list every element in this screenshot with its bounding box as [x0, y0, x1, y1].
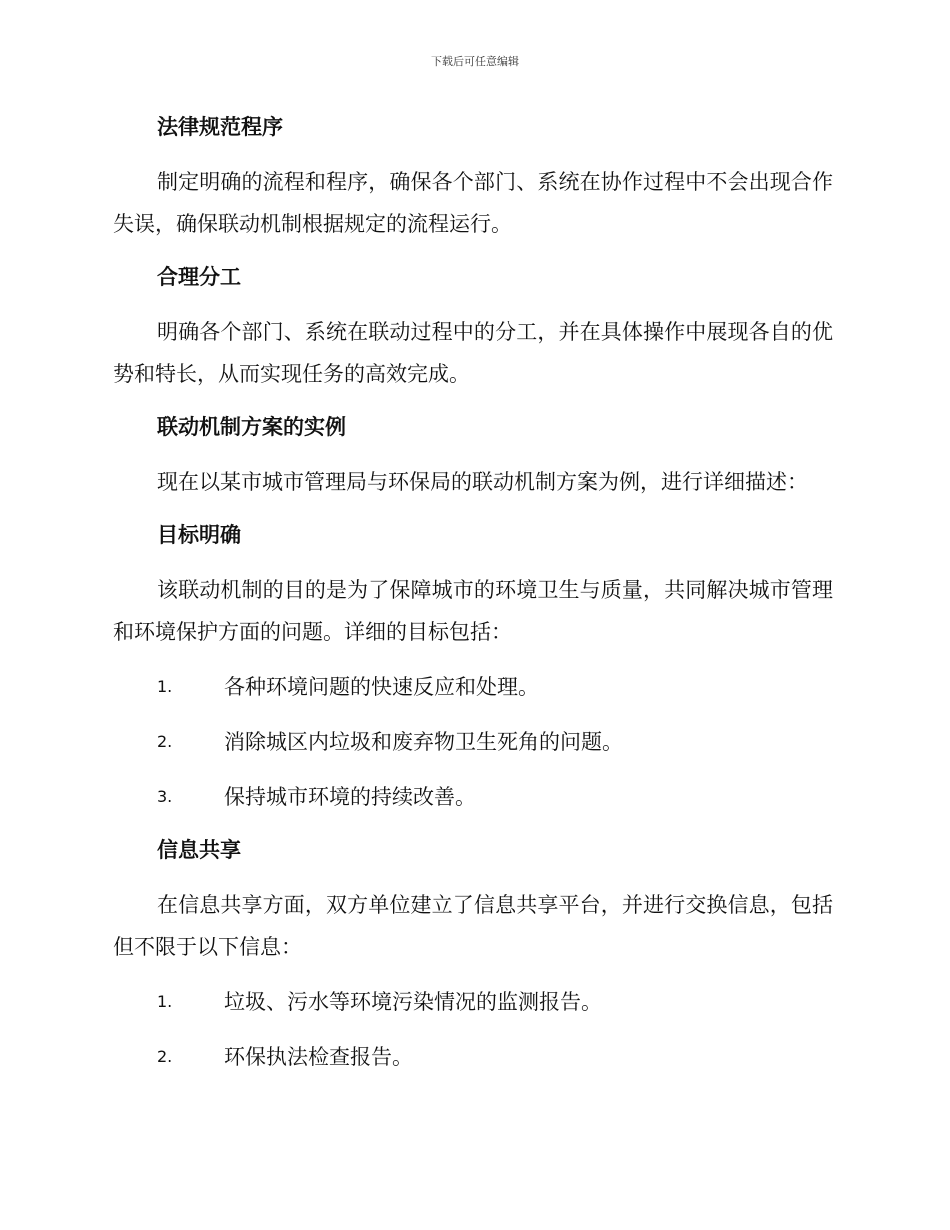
- list-text: 环保执法检查报告。: [224, 1045, 413, 1069]
- document-body: [113, 107, 833, 1078]
- list-text: 垃圾、污水等环境污染情况的监测报告。: [224, 990, 602, 1014]
- section-heading-division-of-labor: 合理分工: [157, 265, 241, 289]
- page-header: 下载后可任意编辑: [431, 55, 519, 68]
- list-number: 3.: [157, 787, 173, 806]
- section-paragraph: 该联动机制的目的是为了保障城市的环境卫生与质量，共同解决城市管理和环境保护方面的问题。详细的目标包括：: [113, 578, 833, 644]
- list-text: 各种环境问题的快速反应和处理。: [224, 675, 539, 699]
- section-paragraph: 明确各个部门、系统在联动过程中的分工，并在具体操作中展现各自的优势和特长，从而实现任务的高效完成。: [113, 320, 833, 386]
- section-paragraph: 现在以某市城市管理局与环保局的联动机制方案为例，进行详细描述：: [157, 470, 808, 494]
- section-paragraph: 在信息共享方面，双方单位建立了信息共享平台，并进行交换信息，包括但不限于以下信息：: [113, 893, 833, 959]
- section-heading-legal-procedures: 法律规范程序: [157, 115, 283, 139]
- list-number: 2.: [157, 732, 173, 751]
- list-text: 保持城市环境的持续改善。: [224, 785, 476, 809]
- list-text: 消除城区内垃圾和废弃物卫生死角的问题。: [224, 730, 623, 754]
- list-number: 1.: [157, 992, 173, 1011]
- list-item: [113, 981, 833, 1023]
- list-item: [113, 1036, 833, 1078]
- list-item: [113, 776, 833, 818]
- section-heading-clear-goals: 目标明确: [157, 523, 241, 547]
- list-item: [113, 666, 833, 708]
- list-number: 1.: [157, 677, 173, 696]
- section-heading-information-sharing: 信息共享: [157, 838, 241, 862]
- list-item: [113, 721, 833, 763]
- section-heading-example: 联动机制方案的实例: [157, 415, 346, 439]
- section-paragraph: 制定明确的流程和程序，确保各个部门、系统在协作过程中不会出现合作失误，确保联动机制根据规定的流程运行。: [113, 170, 833, 236]
- list-number: 2.: [157, 1047, 173, 1066]
